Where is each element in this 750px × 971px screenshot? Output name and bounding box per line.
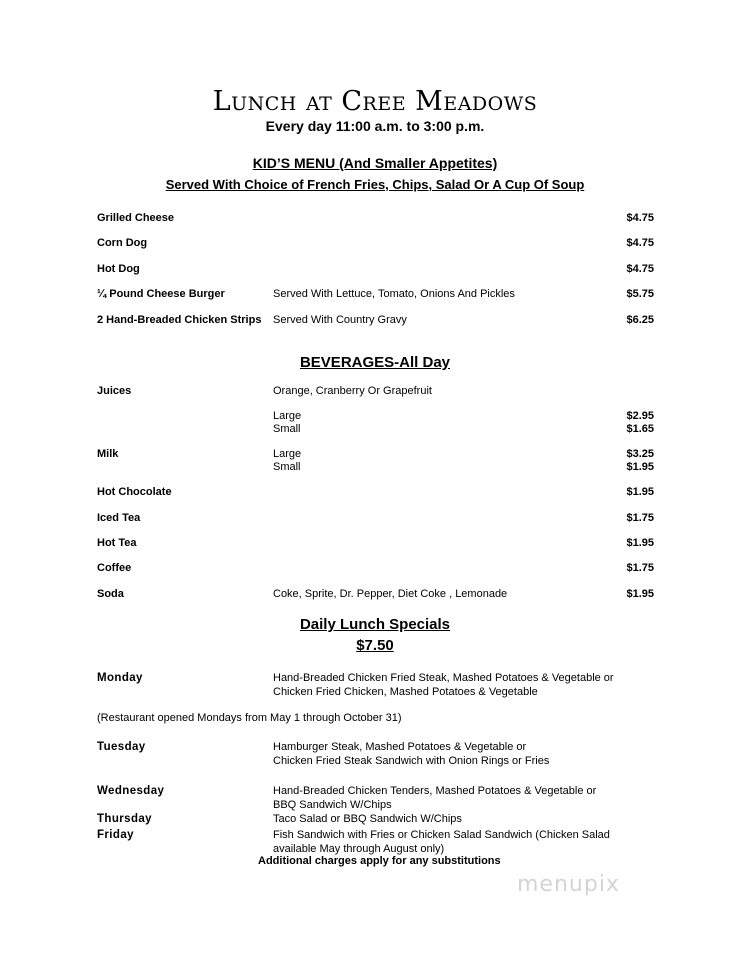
special-line: available May through August only) — [273, 843, 445, 855]
item-name: Grilled Cheese — [97, 212, 175, 224]
item-price: $1.75 — [626, 562, 654, 574]
item-name: Hot Tea — [97, 537, 137, 549]
item-description: Coke, Sprite, Dr. Pepper, Diet Coke , Lemonade — [273, 588, 508, 600]
item-description: Served With Country Gravy — [273, 314, 407, 326]
item-name: Milk — [97, 448, 119, 460]
item-name: Hot Dog — [97, 263, 140, 275]
special-line: Fish Sandwich with Fries or Chicken Salad Sandwich (Chicken Salad — [273, 829, 610, 841]
item-name: Iced Tea — [97, 512, 141, 524]
specials-heading: Daily Lunch Specials — [299, 616, 451, 633]
day-label: Friday — [97, 829, 134, 841]
item-price: $4.75 — [626, 237, 654, 249]
special-line: Chicken Fried Chicken, Mashed Potatoes & Vegetable — [273, 686, 538, 698]
monday-note: (Restaurant opened Mondays from May 1 through October 31) — [97, 712, 402, 724]
kids-menu-heading: KID’S MENU (And Smaller Appetites) — [252, 155, 498, 171]
item-price: $4.75 — [626, 263, 654, 275]
item-price: $1.95 — [626, 486, 654, 498]
day-label: Wednesday — [97, 785, 165, 797]
item-name: 2 Hand-Breaded Chicken Strips — [97, 314, 262, 326]
day-label: Monday — [97, 672, 143, 684]
watermark-logo: menupix — [517, 872, 620, 897]
size-label: Small — [273, 423, 301, 435]
item-price: $6.25 — [626, 314, 654, 326]
item-name: Corn Dog — [97, 237, 148, 249]
item-price: $4.75 — [626, 212, 654, 224]
page-title: Lunch at Cree Meadows — [212, 86, 538, 117]
kids-menu-subheading: Served With Choice of French Fries, Chips, Salad Or A Cup Of Soup — [165, 177, 585, 192]
item-name: Coffee — [97, 562, 132, 574]
item-price: $1.65 — [626, 423, 654, 435]
item-description: Served With Lettuce, Tomato, Onions And Pickles — [273, 288, 515, 300]
special-line: Hamburger Steak, Mashed Potatoes & Vegetable or — [273, 741, 527, 753]
item-price: $1.95 — [626, 588, 654, 600]
size-label: Small — [273, 461, 301, 473]
special-line: Taco Salad or BBQ Sandwich W/Chips — [273, 813, 462, 825]
size-label: Large — [273, 410, 302, 422]
size-label: Large — [273, 448, 302, 460]
item-price: $2.95 — [626, 410, 654, 422]
hours-subtitle: Every day 11:00 a.m. to 3:00 p.m. — [265, 118, 485, 134]
item-price: $5.75 — [626, 288, 654, 300]
item-price: $1.95 — [626, 461, 654, 473]
item-price: $3.25 — [626, 448, 654, 460]
item-name: Hot Chocolate — [97, 486, 172, 498]
item-name: Soda — [97, 588, 124, 600]
item-description: Orange, Cranberry Or Grapefruit — [273, 385, 432, 397]
day-label: Tuesday — [97, 741, 146, 753]
item-price: $1.95 — [626, 537, 654, 549]
item-name: ¼ Pound Cheese Burger — [97, 288, 225, 300]
special-line: Hand-Breaded Chicken Fried Steak, Mashed Potatoes & Vegetable or — [273, 672, 614, 684]
special-line: Chicken Fried Steak Sandwich with Onion Rings or Fries — [273, 755, 550, 767]
item-price: $1.75 — [626, 512, 654, 524]
day-label: Thursday — [97, 813, 152, 825]
specials-price: $7.50 — [356, 637, 394, 654]
special-line: Hand-Breaded Chicken Tenders, Mashed Potatoes & Vegetable or — [273, 785, 597, 797]
special-line: BBQ Sandwich W/Chips — [273, 799, 392, 811]
substitution-note: Additional charges apply for any substitutions — [258, 855, 501, 867]
beverages-heading: BEVERAGES-All Day — [299, 354, 451, 371]
item-name: Juices — [97, 385, 132, 397]
